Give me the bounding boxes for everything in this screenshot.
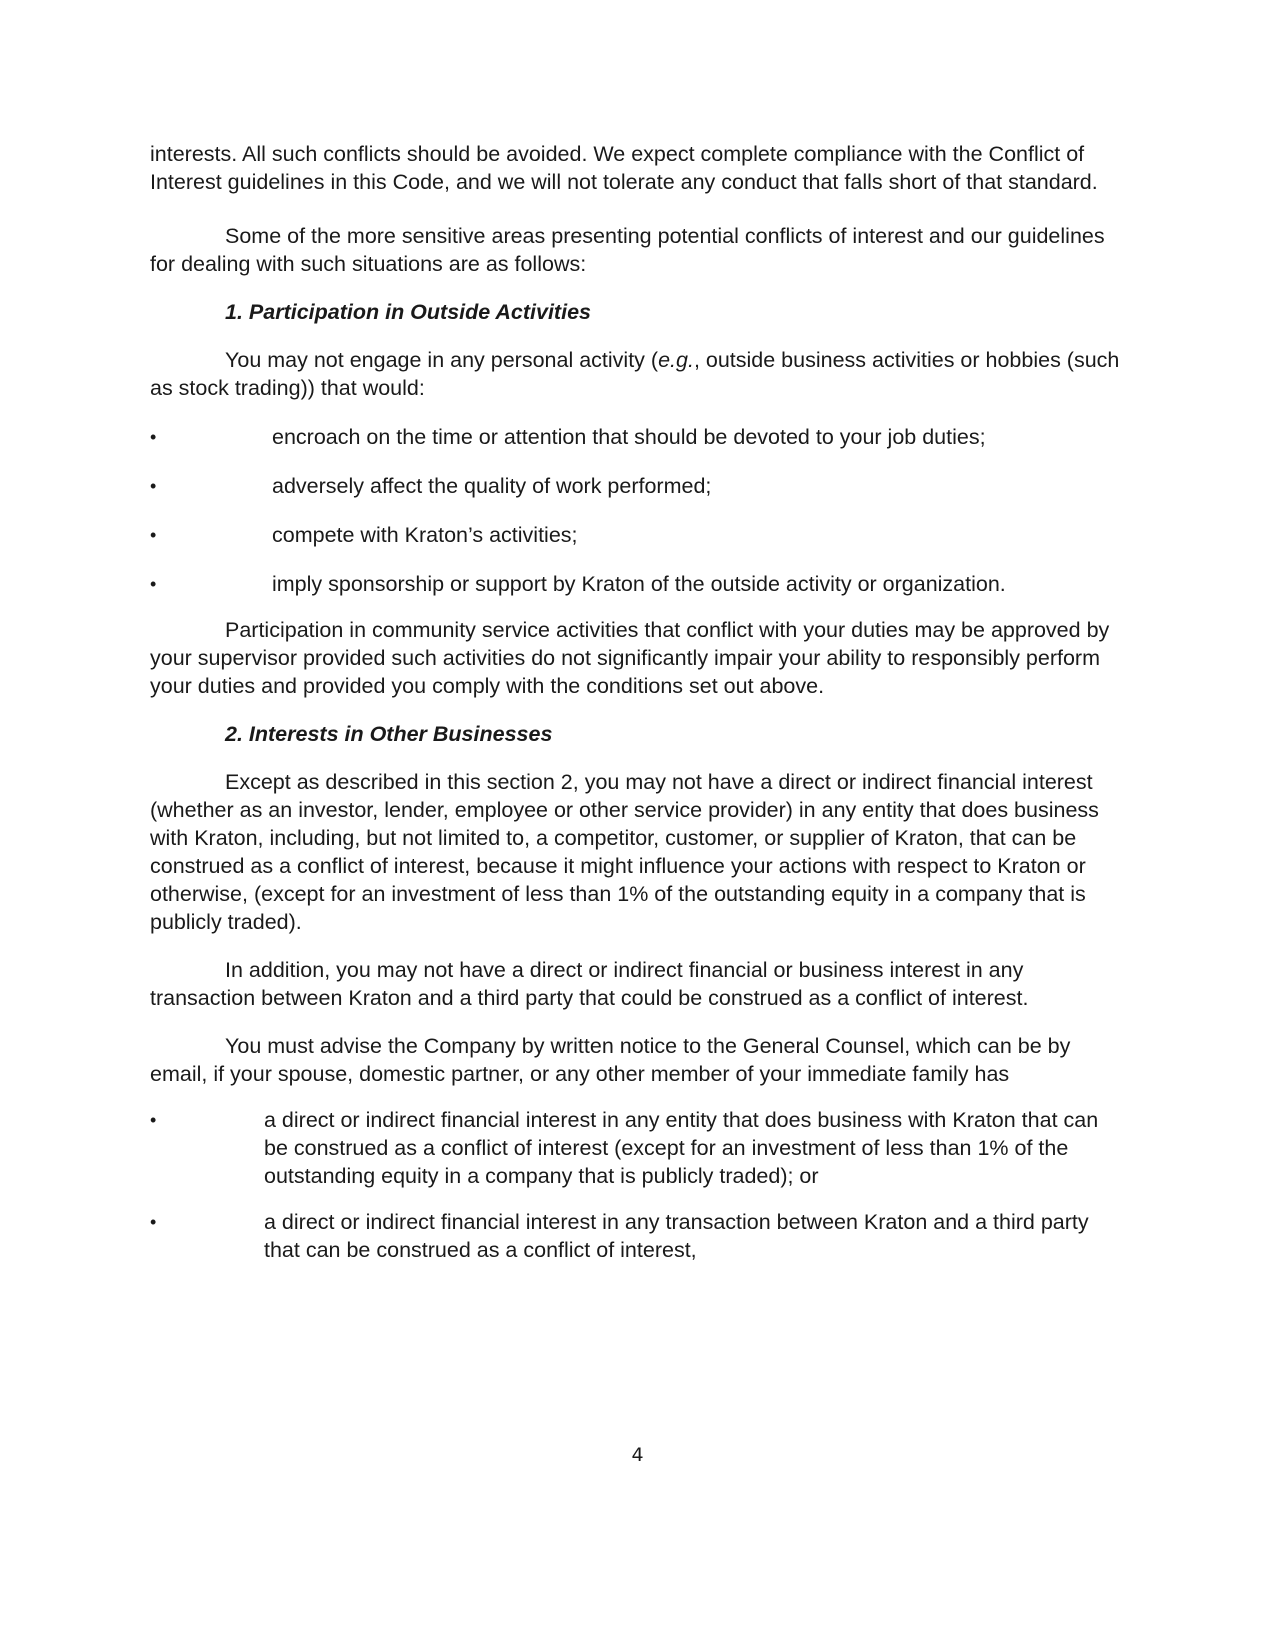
paragraph-financial-interest: Except as described in this section 2, you may not have a direct or indirect financial interest (whether as an investor, lender, employee or other service provider) in any entity that does business with Kraton, including, but not limited to, a competitor, customer, or supplier of Kraton, that can be construed as a conflict of interest, because it might influence your actions with respect to Kraton or otherwise, (except for an investment of less than 1% of the outstanding equity in a company that is publicly traded). <box>150 770 1099 934</box>
text-segment: , outside business activities or hobbies (such as stock trading)) that would: <box>150 348 1120 400</box>
paragraph-personal-activity <box>150 346 1125 402</box>
list-item <box>150 472 1125 500</box>
bullet-list-family-interests <box>150 1106 1125 1264</box>
text-segment: You may not engage in any personal activity ( <box>225 348 659 372</box>
paragraph-community-service: Participation in community service activities that conflict with your duties may be approved by your supervisor provided such activities do not significantly impair your ability to responsibly perform your duties and provided you comply with the conditions set out above. <box>150 618 1110 698</box>
bullet-icon: • <box>150 574 157 594</box>
list-item <box>150 1208 1125 1264</box>
list-item <box>150 423 1125 451</box>
bullet-icon: • <box>150 525 157 545</box>
list-item <box>150 1106 1125 1190</box>
list-item-text: encroach on the time or attention that should be devoted to your job duties; <box>272 425 986 449</box>
paragraph-intro: interests. All such conflicts should be avoided. We expect complete compliance with the Conflict of Interest guidelines in this Code, and we will not tolerate any conduct that falls short of that standard. <box>150 142 1098 194</box>
section-heading-other-businesses: 2. Interests in Other Businesses <box>225 722 553 746</box>
list-item-text: a direct or indirect financial interest in any entity that does business with Kraton that can be construed as a conflict of interest (except for an investment of less than 1% of the outstanding equity in a company that is publicly traded); or <box>264 1108 1099 1188</box>
list-item-text: adversely affect the quality of work performed; <box>272 474 712 498</box>
page-number: 4 <box>631 1444 644 1466</box>
paragraph-written-notice: You must advise the Company by written notice to the General Counsel, which can be by email, if your spouse, domestic partner, or any other member of your immediate family has <box>150 1034 1071 1086</box>
bullet-icon: • <box>150 1212 157 1232</box>
list-item-text: compete with Kraton’s activities; <box>272 523 578 547</box>
list-item <box>150 570 1125 598</box>
paragraph-transaction-interest: In addition, you may not have a direct or indirect financial or business interest in any transaction between Kraton and a third party that could be construed as a conflict of interest. <box>150 958 1029 1010</box>
paragraph-sensitive-areas: Some of the more sensitive areas presenting potential conflicts of interest and our guidelines for dealing with such situations are as follows: <box>150 224 1105 276</box>
list-item-text: a direct or indirect financial interest in any transaction between Kraton and a third party that can be construed as a conflict of interest, <box>264 1210 1089 1262</box>
emphasis-text: e.g. <box>658 348 694 372</box>
document-page <box>150 140 1125 1264</box>
bullet-icon: • <box>150 1110 157 1130</box>
list-item-text: imply sponsorship or support by Kraton of the outside activity or organization. <box>272 572 1006 596</box>
bullet-list-activities <box>150 423 1125 598</box>
bullet-icon: • <box>150 476 157 496</box>
bullet-icon: • <box>150 427 157 447</box>
list-item <box>150 521 1125 549</box>
section-heading-outside-activities: 1. Participation in Outside Activities <box>225 300 591 324</box>
